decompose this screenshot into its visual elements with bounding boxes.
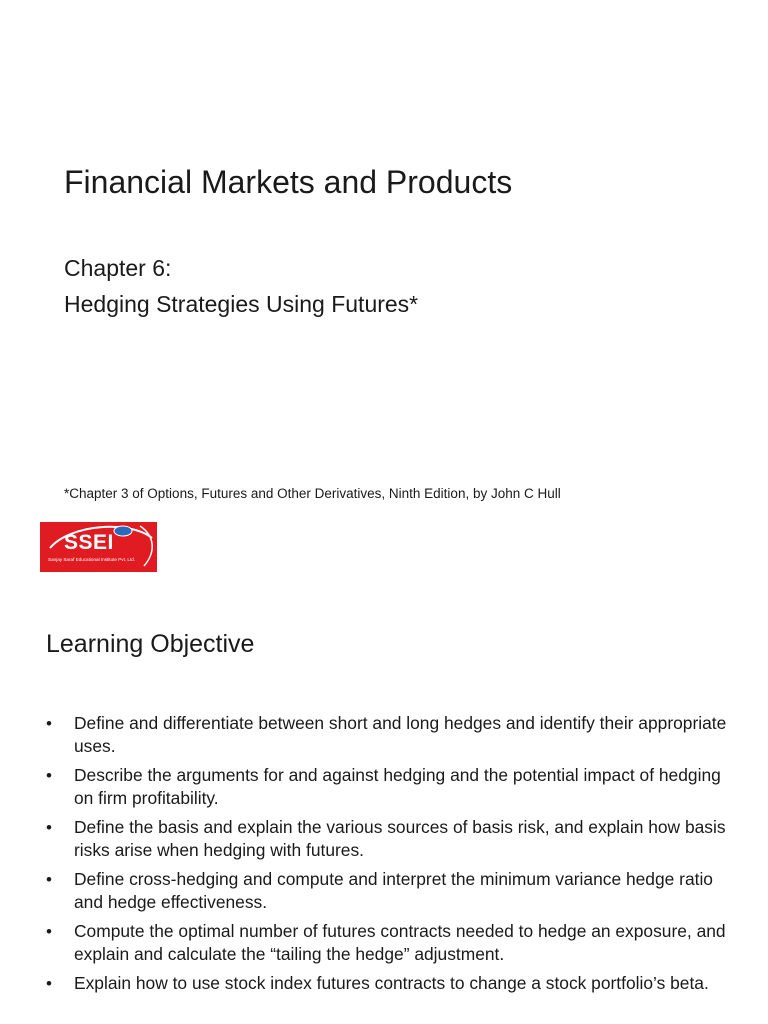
logo-institute-name: Sanjay Saraf Educational Institute Pvt. Ltd. [48,557,136,562]
objectives-list [46,712,736,1001]
list-item [46,920,736,966]
bullet-icon: • [46,766,52,785]
list-item-text: Define and differentiate between short and long hedges and identify their appropriate uses. [74,713,727,756]
list-item [46,712,736,758]
list-item-text: Define cross-hedging and compute and interpret the minimum variance hedge ratio and hedge effectiveness. [74,869,713,912]
bullet-icon: • [46,870,52,889]
slide-title: Financial Markets and Products [64,164,513,200]
list-item-text: Define the basis and explain the various sources of basis risk, and explain how basis risks arise when hedging with futures. [74,817,726,860]
list-item-text: Compute the optimal number of futures contracts needed to hedge an exposure, and explain and calculate the “tailing the hedge” adjustment. [74,921,726,964]
chapter-subtitle [64,250,418,322]
bullet-icon: • [46,818,52,837]
list-item [46,764,736,810]
bullet-icon: • [46,974,52,993]
objectives-slide [0,600,768,1024]
logo-wordmark: SSEI [64,531,114,554]
chapter-title: Hedging Strategies Using Futures* [64,291,419,317]
chapter-number: Chapter 6: [64,255,172,281]
list-item [46,816,736,862]
list-item [46,868,736,914]
list-item-text: Explain how to use stock index futures contracts to change a stock portfolio’s beta. [74,973,709,993]
bullet-icon: • [46,714,52,733]
list-item-text: Describe the arguments for and against hedging and the potential impact of hedging on firm profitability. [74,765,721,808]
ssei-logo [40,522,157,572]
list-item [46,972,736,995]
source-footnote: *Chapter 3 of Options, Futures and Other Derivatives, Ninth Edition, by John C Hull [64,486,561,501]
bullet-icon: • [46,922,52,941]
section-heading: Learning Objective [46,630,255,658]
